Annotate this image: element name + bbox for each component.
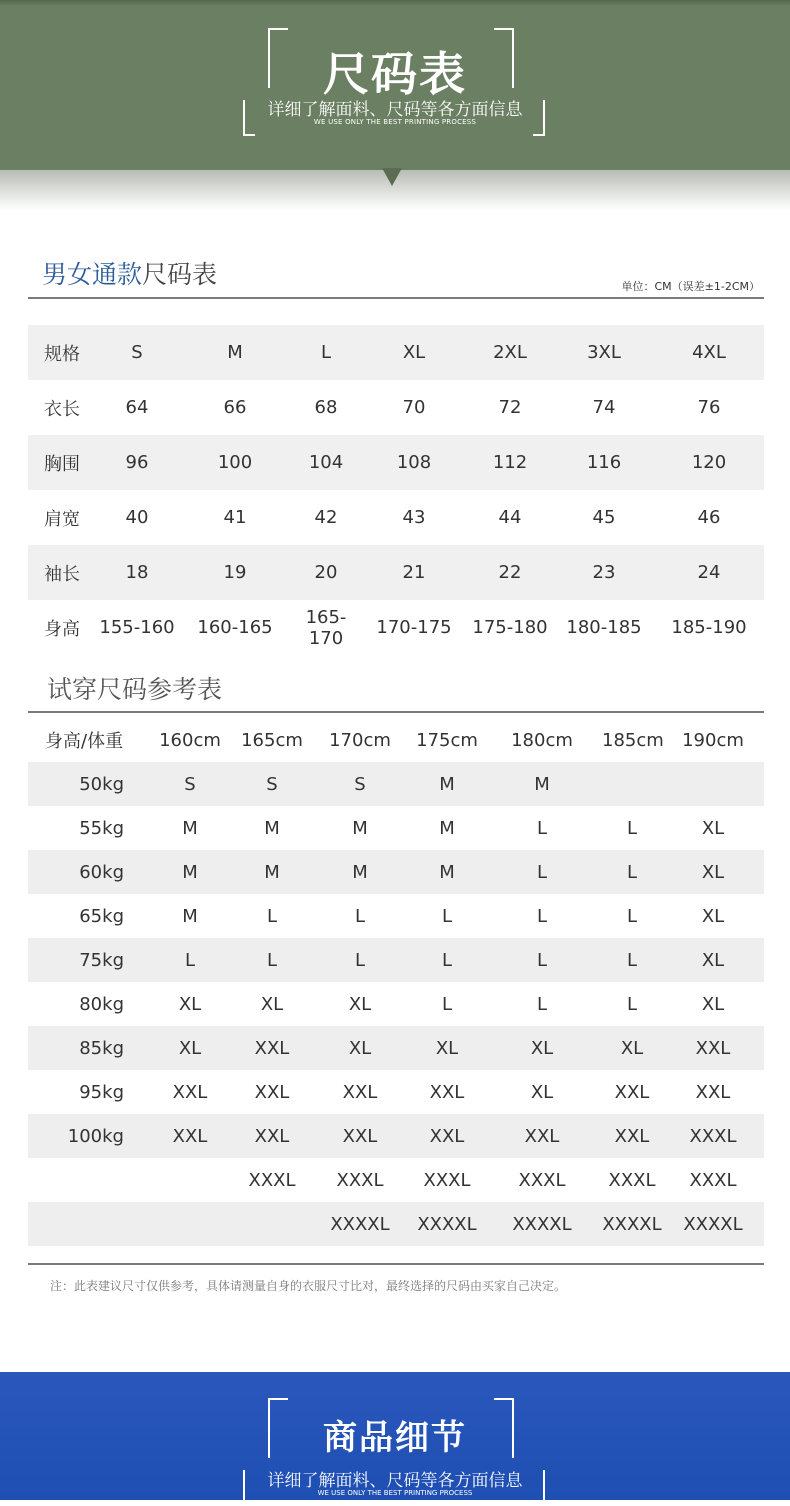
size-chart-title-highlight: 男女通款 [42, 260, 143, 289]
fit-chart-cell: M [352, 817, 368, 839]
fit-chart-weight-label: 50kg [28, 762, 144, 806]
fit-chart-cell: L [602, 850, 662, 894]
fit-chart-cell: L [308, 938, 412, 982]
fit-chart-cell: XXL [342, 1081, 378, 1103]
fit-chart-cell [236, 1202, 308, 1246]
fit-chart-cell: M [144, 850, 236, 894]
size-chart-cell: 18 [94, 545, 180, 600]
fit-chart-header-cell: 175cm [416, 729, 478, 751]
fit-chart-cell: M [182, 905, 198, 927]
fit-chart-cell: XXXL [518, 1169, 566, 1191]
size-chart-cell: 43 [402, 507, 426, 528]
fit-chart-cell: XL [530, 1081, 554, 1103]
fit-chart-weight-label: 65kg [79, 905, 124, 927]
size-chart-cell: 3XL [554, 325, 654, 380]
fit-chart-header-cell: 185cm [602, 729, 664, 751]
size-chart-cell: 100 [180, 435, 290, 490]
size-chart-cell: 185-190 [671, 617, 747, 638]
fit-chart-weight-label: 85kg [28, 1026, 144, 1070]
fit-chart-cell: L [536, 905, 548, 927]
size-chart-row-label: 身高 [44, 618, 80, 640]
size-chart-row [28, 600, 764, 655]
size-chart-cell: 20 [290, 545, 362, 600]
fit-chart-cell: XXXL [608, 1169, 656, 1191]
size-chart-cell: 40 [125, 507, 149, 528]
fit-chart-header-cell: 190cm [682, 729, 744, 751]
fit-chart-cell: L [536, 817, 548, 839]
fit-chart-cell: S [144, 762, 236, 806]
fit-chart-cell: XXL [412, 1114, 482, 1158]
banner-english-tagline: WE USE ONLY THE BEST PRINTING PROCESS [313, 118, 477, 126]
fit-chart-cell: L [536, 993, 548, 1015]
size-chart-cell: 155-160 [99, 617, 175, 638]
fit-chart-cell: XXL [236, 1026, 308, 1070]
size-chart-cell: L [290, 325, 362, 380]
fit-chart-cell: XL [308, 1026, 412, 1070]
size-chart-row [28, 380, 764, 435]
size-chart-cell: 180-185 [566, 617, 642, 638]
fit-chart-cell: XXXL [689, 1169, 737, 1191]
fit-chart-row [28, 938, 764, 982]
fit-chart-cell: XL [701, 993, 725, 1015]
size-chart-cell: 108 [362, 435, 466, 490]
fit-chart-cell: M [412, 850, 482, 894]
size-chart-cell: 76 [697, 397, 721, 418]
size-chart-cell: M [180, 325, 290, 380]
fit-chart-cell: L [626, 993, 638, 1015]
fit-chart-row [28, 894, 764, 938]
size-chart-row-label: 肩宽 [44, 508, 80, 530]
size-chart-cell: 112 [466, 435, 554, 490]
section-divider [28, 711, 764, 713]
section-divider [28, 1263, 764, 1265]
fit-chart-header-cell: 170cm [329, 729, 391, 751]
size-chart-cell: XL [362, 325, 466, 380]
size-chart-cell: 46 [697, 507, 721, 528]
fit-chart-cell: L [266, 905, 278, 927]
fit-chart-cell: XXXL [662, 1114, 764, 1158]
fit-chart-weight-label [28, 1202, 144, 1246]
fit-chart-cell: XXL [602, 1114, 662, 1158]
unit-note: 单位：CM（误差±1-2CM） [621, 280, 760, 293]
fit-chart-cell: M [412, 762, 482, 806]
fit-chart-cell: XXL [429, 1081, 465, 1103]
size-chart-title [42, 255, 217, 291]
size-chart-cell: 19 [180, 545, 290, 600]
details-banner-english-tagline: WE USE ONLY THE BEST PRINTING PROCESS [317, 1489, 473, 1497]
size-chart-cell: 4XL [654, 325, 764, 380]
size-chart-cell: 23 [554, 545, 654, 600]
fit-chart-cell: XL [348, 993, 372, 1015]
fit-chart-weight-label: 75kg [28, 938, 144, 982]
fit-chart-weight-label [28, 1158, 144, 1202]
fit-chart-cell: L [441, 993, 453, 1015]
fit-chart-cell: XXL [144, 1114, 236, 1158]
fit-chart-cell: XXXXL [662, 1202, 764, 1246]
fit-chart-cell: L [626, 905, 638, 927]
fit-chart-row [28, 806, 764, 850]
details-banner-title: 商品细节 [323, 1418, 467, 1458]
size-chart-cell: 21 [362, 545, 466, 600]
fit-chart-cell: L [482, 938, 602, 982]
size-chart-cell: 66 [223, 397, 247, 418]
size-chart-cell: 175-180 [472, 617, 548, 638]
size-chart-cell: 116 [554, 435, 654, 490]
banner-subtitle: 详细了解面料、尺码等各方面信息 [267, 100, 523, 120]
size-chart-cell: 160-165 [197, 617, 273, 638]
fit-chart-row [28, 1202, 764, 1246]
fit-chart-table [28, 718, 764, 1246]
fit-chart-cell: XXXXL [602, 1202, 662, 1246]
size-chart-row-label: 规格 [28, 325, 94, 380]
fit-chart-weight-label: 60kg [28, 850, 144, 894]
size-chart-cell: 68 [314, 397, 338, 418]
fit-chart-cell: M [182, 817, 198, 839]
fit-chart-cell: L [441, 905, 453, 927]
fit-chart-cell: M [482, 762, 602, 806]
size-chart-cell: 44 [498, 507, 522, 528]
fit-chart-cell: XXXL [336, 1169, 384, 1191]
fit-chart-cell: L [412, 938, 482, 982]
size-chart-cell: 24 [654, 545, 764, 600]
fit-chart-weight-label: 100kg [28, 1114, 144, 1158]
fit-chart-weight-label: 55kg [79, 817, 124, 839]
fit-chart-cell [144, 1158, 236, 1202]
fit-chart-cell: L [144, 938, 236, 982]
fit-chart-header-cell: 身高/体重 [45, 731, 124, 752]
fit-chart-cell: M [264, 817, 280, 839]
fit-chart-cell: S [308, 762, 412, 806]
fit-chart-cell: L [354, 905, 366, 927]
size-chart-cell: 96 [94, 435, 180, 490]
details-banner-subtitle: 详细了解面料、尺码等各方面信息 [267, 1471, 523, 1491]
size-chart-cell: 165-170 [305, 606, 347, 649]
fit-chart-header-row [28, 718, 764, 762]
size-chart-row [28, 545, 764, 600]
banner-title: 尺码表 [323, 47, 467, 101]
size-chart-table [28, 325, 764, 655]
size-chart-row-label: 袖长 [28, 545, 94, 600]
size-chart-cell: 2XL [466, 325, 554, 380]
fit-chart-cell: XXXXL [308, 1202, 412, 1246]
size-chart-cell: 64 [125, 397, 149, 418]
size-chart-cell: 70 [402, 397, 426, 418]
fit-chart-cell: M [236, 850, 308, 894]
fit-chart-cell: XXXXL [412, 1202, 482, 1246]
fit-chart-cell: L [626, 817, 638, 839]
fit-chart-header-cell: 180cm [511, 729, 573, 751]
fit-chart-row [28, 1070, 764, 1114]
fit-chart-cell [602, 762, 662, 806]
fit-chart-row [28, 1026, 764, 1070]
fit-chart-cell: XL [482, 1026, 602, 1070]
fit-chart-cell: XL [701, 905, 725, 927]
fit-chart-row [28, 1114, 764, 1158]
fit-chart-cell: XXL [308, 1114, 412, 1158]
fit-chart-weight-label: 95kg [79, 1081, 124, 1103]
size-chart-cell: S [94, 325, 180, 380]
size-chart-row [28, 435, 764, 490]
banner-pointer-arrow [382, 168, 402, 186]
fit-chart-cell: XL [144, 1026, 236, 1070]
fit-chart-cell: XXL [662, 1026, 764, 1070]
size-chart-cell: 45 [592, 507, 616, 528]
fit-chart-cell [144, 1202, 236, 1246]
fit-chart-cell: XXL [172, 1081, 208, 1103]
fit-chart-cell: L [482, 850, 602, 894]
fit-chart-cell: XL [412, 1026, 482, 1070]
size-chart-cell: 22 [466, 545, 554, 600]
fit-chart-header-cell: 165cm [241, 729, 303, 751]
fit-chart-weight-label: 80kg [79, 993, 124, 1015]
fit-chart-cell: XL [701, 817, 725, 839]
size-chart-row [28, 325, 764, 380]
fit-chart-cell: S [236, 762, 308, 806]
size-chart-cell: 120 [654, 435, 764, 490]
size-chart-row-label: 衣长 [44, 398, 80, 420]
fit-chart-cell: XXL [236, 1114, 308, 1158]
fit-chart-cell: XXL [614, 1081, 650, 1103]
size-chart-row [28, 490, 764, 545]
size-chart-cell: 42 [314, 507, 338, 528]
fit-chart-cell: XXXXL [482, 1202, 602, 1246]
size-chart-cell: 104 [290, 435, 362, 490]
fit-chart-cell: XL [260, 993, 284, 1015]
fit-chart-cell: XL [662, 938, 764, 982]
fit-chart-cell: XXXL [248, 1169, 296, 1191]
fit-chart-cell: L [236, 938, 308, 982]
fit-chart-cell: M [308, 850, 412, 894]
fit-chart-cell: XXXL [423, 1169, 471, 1191]
size-chart-cell: 74 [592, 397, 616, 418]
fit-chart-row [28, 982, 764, 1026]
fit-chart-cell: XL [662, 850, 764, 894]
fit-chart-cell: XXL [695, 1081, 731, 1103]
fit-chart-row [28, 762, 764, 806]
section-divider [28, 297, 764, 299]
size-chart-cell: 170-175 [376, 617, 452, 638]
fit-chart-row [28, 1158, 764, 1202]
size-chart-row-label: 胸围 [28, 435, 94, 490]
footnote: 注：此表建议尺寸仅供参考，具体请测量自身的衣服尺寸比对，最终选择的尺码由买家自己决定。 [50, 1279, 567, 1293]
fit-chart-cell: M [439, 817, 455, 839]
size-chart-cell: 41 [223, 507, 247, 528]
fit-chart-cell: XL [178, 993, 202, 1015]
fit-chart-cell: XXL [482, 1114, 602, 1158]
fit-chart-header-cell: 160cm [159, 729, 221, 751]
fit-chart-cell: L [602, 938, 662, 982]
fit-chart-title: 试穿尺码参考表 [47, 675, 223, 704]
size-chart-cell: 72 [498, 397, 522, 418]
fit-chart-cell: XXL [254, 1081, 290, 1103]
fit-chart-row [28, 850, 764, 894]
fit-chart-cell [662, 762, 764, 806]
size-chart-title-rest: 尺码表 [142, 260, 218, 289]
fit-chart-cell: XL [602, 1026, 662, 1070]
